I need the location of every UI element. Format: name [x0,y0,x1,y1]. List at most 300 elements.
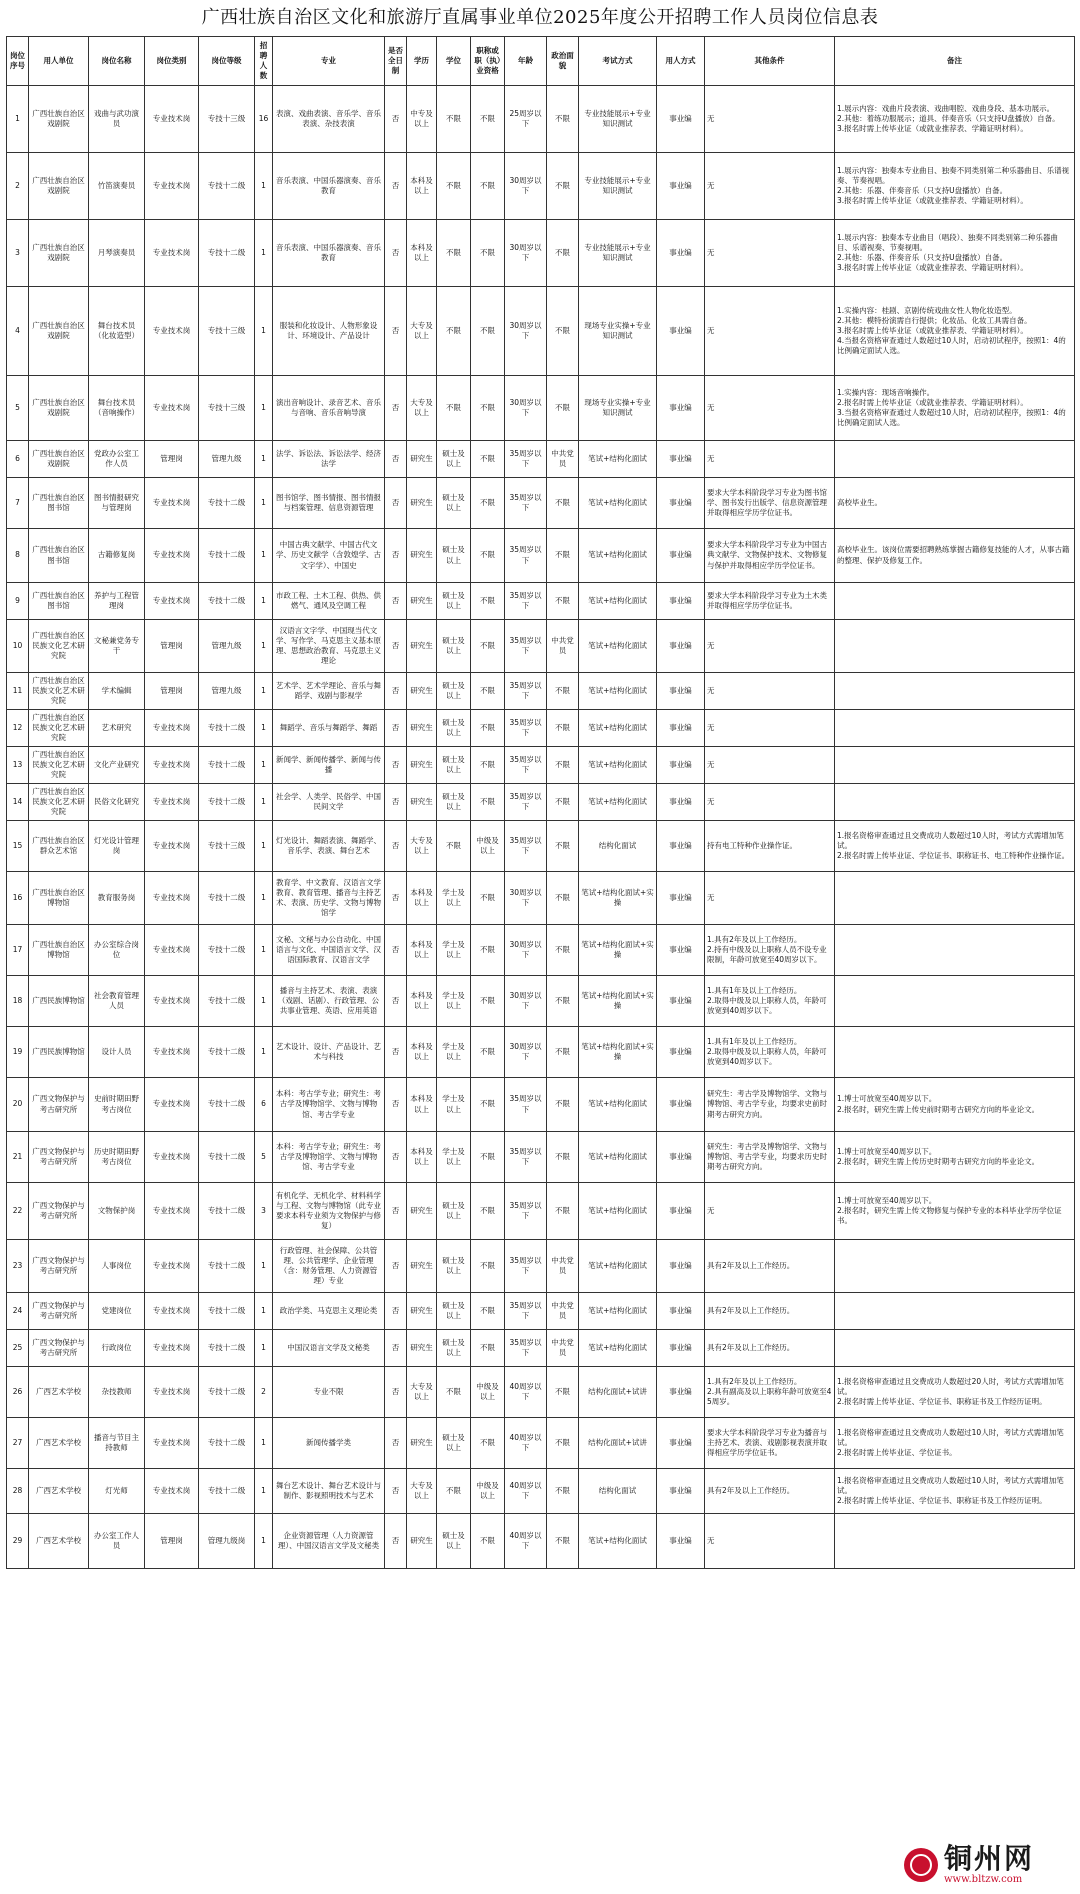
cell-col-title-qualification: 不限 [471,1330,505,1367]
cell-col-degree: 不限 [437,376,471,441]
table-row [7,220,1075,287]
cell-col-post-type: 专业技术岗 [145,784,199,821]
cell-col-remarks: 1.实操内容：现场音响操作。 2.报名时需上传毕业证（或就业推荐表、学籍证明材料）。 3.当报名资格审查通过人数超过10人时，启动初试程序，按照1：4的比例确定面试人选。 [835,376,1075,441]
cell-col-post-name: 文物保护岗 [89,1183,145,1240]
cell-col-employment: 事业编 [657,1240,705,1293]
cell-col-title-qualification: 不限 [471,153,505,220]
cell-col-political: 不限 [547,478,579,529]
cell-col-post-level: 专技十二级 [199,976,255,1027]
cell-col-remarks: 高校毕业生。 [835,478,1075,529]
cell-col-employment: 事业编 [657,710,705,747]
header-col-political: 政治面貌 [547,37,579,86]
cell-col-headcount: 1 [255,478,273,529]
cell-col-major: 音乐表演、中国乐器演奏、音乐教育 [273,153,385,220]
cell-col-title-qualification: 中级及以上 [471,821,505,872]
cell-col-title-qualification: 不限 [471,1078,505,1132]
cell-col-employer: 广西壮族自治区图书馆 [29,583,89,620]
cell-col-post-name: 行政岗位 [89,1330,145,1367]
cell-col-seq: 27 [7,1418,29,1469]
cell-col-employment: 事业编 [657,784,705,821]
cell-col-employment: 事业编 [657,478,705,529]
cell-col-post-type: 专业技术岗 [145,872,199,925]
cell-col-post-level: 专技十三级 [199,376,255,441]
cell-col-political: 不限 [547,1469,579,1514]
table-row [7,287,1075,376]
table-row [7,976,1075,1027]
cell-col-exam-method: 笔试+结构化面试 [579,478,657,529]
cell-col-post-type: 专业技术岗 [145,478,199,529]
cell-col-age: 30周岁以下 [505,287,547,376]
cell-col-title-qualification: 不限 [471,1132,505,1183]
cell-col-age: 35周岁以下 [505,673,547,710]
cell-col-headcount: 1 [255,376,273,441]
cell-col-headcount: 1 [255,784,273,821]
cell-col-remarks: 1.展示内容：戏曲片段表演、戏曲唱腔、戏曲身段、基本功展示。 2.其他：着练功服展示；道具、伴奏音乐（只支持U盘播放）自备。 3.报名时需上传毕业证（或就业推荐表、学籍证明材料）。 [835,86,1075,153]
table-row [7,583,1075,620]
cell-col-post-name: 养护与工程管理岗 [89,583,145,620]
cell-col-education: 大专及以上 [407,1367,437,1418]
cell-col-fulltime: 否 [385,376,407,441]
cell-col-post-type: 管理岗 [145,673,199,710]
cell-col-headcount: 1 [255,220,273,287]
cell-col-seq: 8 [7,529,29,583]
cell-col-headcount: 2 [255,1367,273,1418]
cell-col-exam-method: 现场专业实操+专业知识测试 [579,376,657,441]
cell-col-post-level: 专技十二级 [199,478,255,529]
cell-col-post-type: 专业技术岗 [145,1078,199,1132]
cell-col-post-level: 专技十二级 [199,1240,255,1293]
cell-col-political: 不限 [547,747,579,784]
cell-col-exam-method: 笔试+结构化面试 [579,441,657,478]
cell-col-exam-method: 专业技能展示+专业知识测试 [579,220,657,287]
cell-col-post-level: 专技十二级 [199,747,255,784]
cell-col-degree: 硕士及以上 [437,673,471,710]
cell-col-post-type: 专业技术岗 [145,1469,199,1514]
cell-col-fulltime: 否 [385,710,407,747]
cell-col-fulltime: 否 [385,747,407,784]
cell-col-post-level: 专技十三级 [199,287,255,376]
cell-col-fulltime: 否 [385,1078,407,1132]
cell-col-degree: 不限 [437,86,471,153]
cell-col-fulltime: 否 [385,1293,407,1330]
cell-col-post-type: 专业技术岗 [145,710,199,747]
cell-col-political: 不限 [547,529,579,583]
cell-col-age: 40周岁以下 [505,1514,547,1569]
cell-col-age: 30周岁以下 [505,925,547,976]
cell-col-age: 40周岁以下 [505,1469,547,1514]
header-col-seq: 岗位序号 [7,37,29,86]
cell-col-major: 本科：考古学专业；研究生：考古学及博物馆学、文物与博物馆、考古学专业 [273,1078,385,1132]
cell-col-education: 大专及以上 [407,821,437,872]
cell-col-post-name: 灯光设计管理岗 [89,821,145,872]
cell-col-employment: 事业编 [657,1330,705,1367]
cell-col-major: 专业不限 [273,1367,385,1418]
cell-col-employer: 广西壮族自治区图书馆 [29,529,89,583]
cell-col-post-name: 艺术研究 [89,710,145,747]
cell-col-headcount: 6 [255,1078,273,1132]
cell-col-education: 研究生 [407,620,437,673]
cell-col-post-level: 专技十二级 [199,583,255,620]
cell-col-other-conditions: 无 [705,747,835,784]
cell-col-degree: 学士及以上 [437,872,471,925]
cell-col-employment: 事业编 [657,583,705,620]
cell-col-post-type: 专业技术岗 [145,1330,199,1367]
cell-col-post-name: 学术编辑 [89,673,145,710]
cell-col-major: 舞蹈学、音乐与舞蹈学、舞蹈 [273,710,385,747]
cell-col-employer: 广西民族博物馆 [29,1027,89,1078]
cell-col-employment: 事业编 [657,673,705,710]
cell-col-degree: 硕士及以上 [437,1183,471,1240]
cell-col-seq: 7 [7,478,29,529]
cell-col-employer: 广西壮族自治区图书馆 [29,478,89,529]
cell-col-fulltime: 否 [385,220,407,287]
cell-col-headcount: 3 [255,1183,273,1240]
cell-col-political: 不限 [547,1183,579,1240]
cell-col-education: 研究生 [407,478,437,529]
cell-col-fulltime: 否 [385,1183,407,1240]
cell-col-degree: 不限 [437,821,471,872]
cell-col-seq: 13 [7,747,29,784]
cell-col-age: 30周岁以下 [505,976,547,1027]
cell-col-major: 艺术设计、设计、产品设计、艺术与科技 [273,1027,385,1078]
cell-col-seq: 28 [7,1469,29,1514]
cell-col-fulltime: 否 [385,1514,407,1569]
cell-col-headcount: 1 [255,583,273,620]
cell-col-title-qualification: 不限 [471,441,505,478]
cell-col-employment: 事业编 [657,1469,705,1514]
table-row [7,441,1075,478]
cell-col-remarks: 1.展示内容：独奏本专业曲目（唱段）、独奏不同类别第二种乐器曲目、乐谱视奏、节奏视唱。 2.其他：乐器、伴奏音乐（只支持U盘播放）自备。 3.报名时需上传毕业证（或就业推荐表、学籍证明材料）。 [835,220,1075,287]
document-title: 广西壮族自治区文化和旅游厅直属事业单位2025年度公开招聘工作人员岗位信息表 [201,7,879,28]
cell-col-fulltime: 否 [385,821,407,872]
cell-col-fulltime: 否 [385,872,407,925]
cell-col-post-type: 专业技术岗 [145,583,199,620]
cell-col-remarks: 1.展示内容：独奏本专业曲目、独奏不同类别第二种乐器曲目、乐谱视奏、节奏视唱。 2.其他：乐器、伴奏音乐（只支持U盘播放）自备。 3.报名时需上传毕业证（或就业推荐表、学籍证明材料）。 [835,153,1075,220]
cell-col-major: 中国汉语言文学及文秘类 [273,1330,385,1367]
cell-col-post-level: 专技十二级 [199,1132,255,1183]
cell-col-remarks: 高校毕业生。该岗位需要招聘熟练掌握古籍修复技能的人才，从事古籍的整理、保护及修复工作。 [835,529,1075,583]
cell-col-exam-method: 结构化面试+试讲 [579,1418,657,1469]
cell-col-headcount: 1 [255,1418,273,1469]
cell-col-title-qualification: 不限 [471,1027,505,1078]
cell-col-other-conditions: 无 [705,1183,835,1240]
cell-col-degree: 硕士及以上 [437,620,471,673]
cell-col-other-conditions: 无 [705,220,835,287]
cell-col-post-name: 办公室工作人员 [89,1514,145,1569]
cell-col-major: 服装和化妆设计、人物形象设计、环境设计、产品设计 [273,287,385,376]
cell-col-post-level: 专技十二级 [199,1027,255,1078]
cell-col-remarks: 1.博士可放宽至40周岁以下。 2.报名时，研究生需上传历史时期考古研究方向的毕业论文。 [835,1132,1075,1183]
cell-col-other-conditions: 无 [705,872,835,925]
cell-col-post-level: 专技十二级 [199,1469,255,1514]
cell-col-title-qualification: 不限 [471,86,505,153]
cell-col-seq: 25 [7,1330,29,1367]
cell-col-degree: 学士及以上 [437,976,471,1027]
cell-col-post-type: 专业技术岗 [145,976,199,1027]
cell-col-age: 35周岁以下 [505,1132,547,1183]
header-col-post-name: 岗位名称 [89,37,145,86]
cell-col-title-qualification: 不限 [471,710,505,747]
cell-col-remarks [835,1240,1075,1293]
cell-col-seq: 16 [7,872,29,925]
cell-col-other-conditions: 具有2年及以上工作经历。 [705,1330,835,1367]
cell-col-seq: 2 [7,153,29,220]
cell-col-remarks: 1.报名资格审查通过且交费成功人数超过10人时，考试方式需增加笔试。 2.报名时需上传毕业证、学位证书、职称证书及工作经历证明。 [835,1469,1075,1514]
cell-col-major: 市政工程、土木工程、供热、供燃气、通风及空调工程 [273,583,385,620]
cell-col-seq: 18 [7,976,29,1027]
cell-col-employer: 广西文物保护与考古研究所 [29,1293,89,1330]
cell-col-education: 研究生 [407,1514,437,1569]
cell-col-education: 大专及以上 [407,1469,437,1514]
cell-col-post-level: 专技十二级 [199,710,255,747]
cell-col-employment: 事业编 [657,1293,705,1330]
cell-col-post-name: 图书情报研究与管理岗 [89,478,145,529]
table-row [7,1514,1075,1569]
cell-col-seq: 11 [7,673,29,710]
cell-col-employment: 事业编 [657,1183,705,1240]
cell-col-other-conditions: 要求大学本科阶段学习专业为中国古典文献学、文物保护技术、文物修复与保护并取得相应学历学位证书。 [705,529,835,583]
cell-col-fulltime: 否 [385,976,407,1027]
cell-col-post-name: 人事岗位 [89,1240,145,1293]
cell-col-political: 中共党员 [547,620,579,673]
cell-col-education: 本科及以上 [407,153,437,220]
table-row [7,1367,1075,1418]
cell-col-degree: 不限 [437,1469,471,1514]
cell-col-post-name: 舞台技术员（音响操作） [89,376,145,441]
cell-col-age: 35周岁以下 [505,821,547,872]
cell-col-remarks [835,976,1075,1027]
cell-col-post-name: 党政办公室工作人员 [89,441,145,478]
site-watermark [904,1840,1074,1890]
cell-col-post-level: 专技十三级 [199,821,255,872]
cell-col-fulltime: 否 [385,620,407,673]
cell-col-degree: 硕士及以上 [437,441,471,478]
cell-col-degree: 硕士及以上 [437,784,471,821]
cell-col-political: 不限 [547,976,579,1027]
cell-col-other-conditions: 无 [705,153,835,220]
cell-col-major: 图书馆学、图书情报、图书情报与档案管理、信息资源管理 [273,478,385,529]
cell-col-seq: 12 [7,710,29,747]
cell-col-degree: 不限 [437,220,471,287]
cell-col-education: 研究生 [407,1240,437,1293]
cell-col-education: 研究生 [407,1418,437,1469]
cell-col-employment: 事业编 [657,287,705,376]
cell-col-education: 研究生 [407,1293,437,1330]
cell-col-employment: 事业编 [657,86,705,153]
cell-col-post-level: 专技十二级 [199,1078,255,1132]
cell-col-employer: 广西文物保护与考古研究所 [29,1240,89,1293]
cell-col-post-name: 设计人员 [89,1027,145,1078]
cell-col-degree: 硕士及以上 [437,1240,471,1293]
cell-col-post-type: 专业技术岗 [145,287,199,376]
cell-col-post-type: 管理岗 [145,1514,199,1569]
cell-col-exam-method: 笔试+结构化面试 [579,1132,657,1183]
cell-col-fulltime: 否 [385,478,407,529]
cell-col-age: 35周岁以下 [505,747,547,784]
cell-col-title-qualification: 不限 [471,747,505,784]
cell-col-exam-method: 现场专业实操+专业知识测试 [579,287,657,376]
cell-col-employment: 事业编 [657,1027,705,1078]
table-row [7,710,1075,747]
cell-col-post-level: 管理九级岗 [199,1514,255,1569]
cell-col-title-qualification: 不限 [471,1183,505,1240]
cell-col-headcount: 1 [255,153,273,220]
table-row [7,1183,1075,1240]
cell-col-political: 不限 [547,220,579,287]
cell-col-exam-method: 笔试+结构化面试 [579,1240,657,1293]
cell-col-other-conditions: 具有2年及以上工作经历。 [705,1469,835,1514]
cell-col-age: 35周岁以下 [505,710,547,747]
cell-col-age: 35周岁以下 [505,620,547,673]
cell-col-exam-method: 笔试+结构化面试 [579,1293,657,1330]
cell-col-employer: 广西壮族自治区民族文化艺术研究院 [29,784,89,821]
table-row [7,529,1075,583]
cell-col-degree: 不限 [437,1367,471,1418]
cell-col-fulltime: 否 [385,1367,407,1418]
cell-col-major: 汉语言文字学、中国现当代文学、写作学、马克思主义基本原理、思想政治教育、马克思主义理论 [273,620,385,673]
cell-col-remarks [835,673,1075,710]
cell-col-employment: 事业编 [657,747,705,784]
cell-col-age: 30周岁以下 [505,153,547,220]
cell-col-employer: 广西文物保护与考古研究所 [29,1078,89,1132]
cell-col-fulltime: 否 [385,86,407,153]
cell-col-political: 不限 [547,583,579,620]
cell-col-employment: 事业编 [657,925,705,976]
cell-col-fulltime: 否 [385,1418,407,1469]
cell-col-post-type: 专业技术岗 [145,925,199,976]
cell-col-post-level: 管理九级 [199,441,255,478]
cell-col-title-qualification: 不限 [471,1240,505,1293]
table-row [7,925,1075,976]
cell-col-title-qualification: 不限 [471,976,505,1027]
cell-col-post-level: 管理九级 [199,673,255,710]
cell-col-fulltime: 否 [385,1240,407,1293]
cell-col-other-conditions: 研究生：考古学及博物馆学、文物与博物馆、考古学专业，均要求历史时期考古研究方向。 [705,1132,835,1183]
cell-col-other-conditions: 研究生：考古学及博物馆学、文物与博物馆、考古学专业，均要求史前时期考古研究方向。 [705,1078,835,1132]
cell-col-age: 35周岁以下 [505,1078,547,1132]
table-body [7,86,1075,1569]
cell-col-major: 中国古典文献学、中国古代文学、历史文献学（含敦煌学、古文字学）、中国史 [273,529,385,583]
cell-col-major: 文秘、文秘与办公自动化、中国语言与文化、中国语言文学、汉语国际教育、汉语言文学 [273,925,385,976]
cell-col-post-type: 专业技术岗 [145,376,199,441]
cell-col-post-type: 管理岗 [145,620,199,673]
cell-col-education: 研究生 [407,784,437,821]
cell-col-seq: 14 [7,784,29,821]
cell-col-degree: 硕士及以上 [437,529,471,583]
cell-col-exam-method: 笔试+结构化面试 [579,1514,657,1569]
cell-col-exam-method: 专业技能展示+专业知识测试 [579,86,657,153]
cell-col-post-type: 专业技术岗 [145,1240,199,1293]
cell-col-employer: 广西文物保护与考古研究所 [29,1183,89,1240]
cell-col-employer: 广西壮族自治区戏剧院 [29,287,89,376]
cell-col-seq: 22 [7,1183,29,1240]
cell-col-title-qualification: 不限 [471,784,505,821]
cell-col-fulltime: 否 [385,1027,407,1078]
cell-col-political: 不限 [547,1367,579,1418]
cell-col-major: 演出音响设计、录音艺术、音乐与音响、音乐音响导演 [273,376,385,441]
cell-col-employer: 广西艺术学校 [29,1469,89,1514]
cell-col-education: 本科及以上 [407,925,437,976]
cell-col-education: 本科及以上 [407,976,437,1027]
cell-col-employer: 广西艺术学校 [29,1418,89,1469]
cell-col-employer: 广西艺术学校 [29,1367,89,1418]
cell-col-title-qualification: 不限 [471,220,505,287]
cell-col-major: 播音与主持艺术、表演、表演（戏剧、话剧）、行政管理、公共事业管理、英语、应用英语 [273,976,385,1027]
cell-col-post-type: 专业技术岗 [145,220,199,287]
cell-col-age: 30周岁以下 [505,376,547,441]
cell-col-degree: 硕士及以上 [437,1418,471,1469]
cell-col-remarks [835,1293,1075,1330]
cell-col-post-type: 专业技术岗 [145,86,199,153]
cell-col-other-conditions: 无 [705,710,835,747]
cell-col-employer: 广西壮族自治区民族文化艺术研究院 [29,747,89,784]
header-col-employment: 用人方式 [657,37,705,86]
cell-col-degree: 学士及以上 [437,925,471,976]
cell-col-headcount: 5 [255,1132,273,1183]
cell-col-political: 不限 [547,1418,579,1469]
cell-col-headcount: 1 [255,620,273,673]
cell-col-age: 40周岁以下 [505,1418,547,1469]
cell-col-title-qualification: 不限 [471,287,505,376]
cell-col-political: 不限 [547,153,579,220]
cell-col-post-type: 专业技术岗 [145,1367,199,1418]
cell-col-post-name: 竹笛演奏员 [89,153,145,220]
cell-col-title-qualification: 不限 [471,1514,505,1569]
cell-col-education: 大专及以上 [407,287,437,376]
cell-col-degree: 硕士及以上 [437,478,471,529]
cell-col-education: 中专及以上 [407,86,437,153]
cell-col-headcount: 1 [255,821,273,872]
cell-col-other-conditions: 无 [705,673,835,710]
cell-col-other-conditions: 要求大学本科阶段学习专业为播音与主持艺术、表演、戏剧影视表演并取得相应学历学位证书。 [705,1418,835,1469]
cell-col-other-conditions: 无 [705,287,835,376]
cell-col-remarks [835,1027,1075,1078]
table-row [7,673,1075,710]
cell-col-degree: 硕士及以上 [437,1514,471,1569]
cell-col-post-name: 古籍修复岗 [89,529,145,583]
cell-col-post-name: 历史时期田野考古岗位 [89,1132,145,1183]
table-row [7,747,1075,784]
cell-col-seq: 15 [7,821,29,872]
cell-col-exam-method: 笔试+结构化面试 [579,747,657,784]
cell-col-post-name: 史前时期田野考古岗位 [89,1078,145,1132]
cell-col-employment: 事业编 [657,1132,705,1183]
cell-col-employer: 广西壮族自治区戏剧院 [29,86,89,153]
cell-col-fulltime: 否 [385,441,407,478]
cell-col-headcount: 1 [255,1293,273,1330]
cell-col-political: 不限 [547,821,579,872]
cell-col-other-conditions: 无 [705,441,835,478]
cell-col-headcount: 1 [255,529,273,583]
cell-col-post-level: 专技十二级 [199,220,255,287]
table-header-row [7,37,1075,86]
header-col-age: 年龄 [505,37,547,86]
cell-col-major: 新闻学、新闻传播学、新闻与传播 [273,747,385,784]
cell-col-post-level: 专技十三级 [199,86,255,153]
cell-col-political: 不限 [547,673,579,710]
cell-col-employment: 事业编 [657,1367,705,1418]
header-col-other-conditions: 其他条件 [705,37,835,86]
cell-col-education: 研究生 [407,583,437,620]
cell-col-exam-method: 笔试+结构化面试+实操 [579,1027,657,1078]
cell-col-other-conditions: 要求大学本科阶段学习专业为土木类并取得相应学历学位证书。 [705,583,835,620]
cell-col-seq: 9 [7,583,29,620]
cell-col-major: 艺术学、艺术学理论、音乐与舞蹈学、戏剧与影视学 [273,673,385,710]
cell-col-seq: 21 [7,1132,29,1183]
cell-col-employment: 事业编 [657,620,705,673]
cell-col-title-qualification: 中级及以上 [471,1469,505,1514]
cell-col-fulltime: 否 [385,583,407,620]
